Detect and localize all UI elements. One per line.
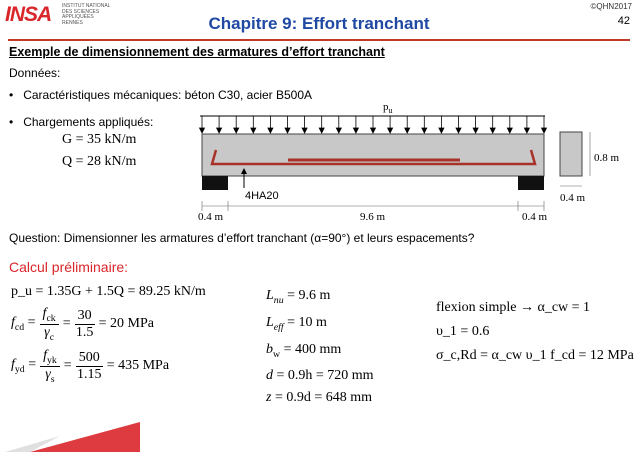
page-title: Chapitre 9: Effort tranchant xyxy=(208,14,430,33)
load-arrow-head xyxy=(524,128,529,133)
section-heading: Exemple de dimensionnement des armatures d’effort tranchant xyxy=(9,45,385,59)
load-arrow-head xyxy=(319,128,324,133)
calc-fyd: $f_{yd}$ = $f_{yk}$ $\gamma_s$ = $\frac{500}{1.15}$ = 435 MPa xyxy=(11,348,170,385)
load-arrow-head xyxy=(542,128,547,133)
question-text: Question: Dimensionner les armatures d’effort tranchant (α=90°) et leurs espacements? xyxy=(9,231,475,245)
load-arrow-head xyxy=(353,128,358,133)
copyright: ©QHN2017 xyxy=(590,2,632,11)
cross-section xyxy=(560,132,582,176)
load-arrow-head xyxy=(336,128,341,133)
geom-d: d = 0.9h = 720 mm xyxy=(266,368,374,384)
dim-span: 9.6 m xyxy=(360,211,386,223)
sigma-line: σ_c,Rd = α_cw υ_1 f_cd = 12 MPa xyxy=(436,348,634,363)
calc-title: Calcul préliminaire: xyxy=(9,259,129,275)
load-arrow-head xyxy=(371,128,376,133)
load-arrow-head xyxy=(268,128,273,133)
right-support xyxy=(518,176,544,190)
calc-pu: p_u = 1.35G + 1.5Q = 89.25 kN/m xyxy=(11,284,206,299)
beam-figure xyxy=(170,98,620,223)
load-arrow-head xyxy=(200,128,205,133)
beam-body xyxy=(202,134,544,176)
calc-geometry xyxy=(266,285,374,409)
load-arrows xyxy=(200,116,547,133)
bullet-materials: • Caractéristiques mécaniques: béton C30, acier B500A xyxy=(9,88,313,102)
flexion-line: flexion simple → α_cw = 1 xyxy=(436,300,591,315)
load-arrow-head xyxy=(285,128,290,133)
geom-lnu: $L_{nu} = 9.6$ m xyxy=(266,288,331,306)
insa-logo-subtext: INSTITUT NATIONAL DES SCIENCES APPLIQUÉES RENNES xyxy=(62,3,111,26)
dim-section-height: 0.8 m xyxy=(594,152,620,164)
page-number: 42 xyxy=(617,15,630,27)
dim-right-support: 0.4 m xyxy=(522,211,548,223)
rebar-label: 4HA20 xyxy=(245,190,279,202)
header-divider xyxy=(8,39,630,41)
geom-z: z = 0.9d = 648 mm xyxy=(266,390,373,406)
decorative-corner xyxy=(0,418,140,452)
load-q: Q = 28 kN/m xyxy=(62,154,137,169)
dim-left-support: 0.4 m xyxy=(198,211,224,223)
load-arrow-head xyxy=(473,128,478,133)
bullet-loads: • Chargements appliqués: xyxy=(9,115,154,129)
calc-fcd: $f_{cd}$ = $f_{ck}$ $\gamma_c$ = $\frac{30}{1.5}$ = 20 MPa xyxy=(11,306,154,343)
insa-logo: INSA xyxy=(5,3,52,26)
donnees-label: Données: xyxy=(9,66,61,80)
load-g: G = 35 kN/m xyxy=(62,132,137,147)
left-support xyxy=(202,176,228,190)
load-arrow-head xyxy=(217,128,222,133)
load-arrow-head xyxy=(302,128,307,133)
load-arrow-head xyxy=(234,128,239,133)
load-arrow-head xyxy=(439,128,444,133)
load-arrow-head xyxy=(422,128,427,133)
load-arrow-head xyxy=(388,128,393,133)
load-arrow-head xyxy=(405,128,410,133)
geom-bw: $b_w = 400$ mm xyxy=(266,341,342,360)
dim-section-width: 0.4 m xyxy=(560,192,586,204)
load-arrow-head xyxy=(490,128,495,133)
load-label: $p_u$ xyxy=(383,101,393,115)
load-arrow-head xyxy=(456,128,461,133)
load-arrow-head xyxy=(507,128,512,133)
calc-right xyxy=(436,296,634,368)
geom-leff: $L_{eff} = 10$ m xyxy=(266,314,327,333)
load-arrow-head xyxy=(251,128,256,133)
upsilon-line: υ_1 = 0.6 xyxy=(436,324,490,339)
